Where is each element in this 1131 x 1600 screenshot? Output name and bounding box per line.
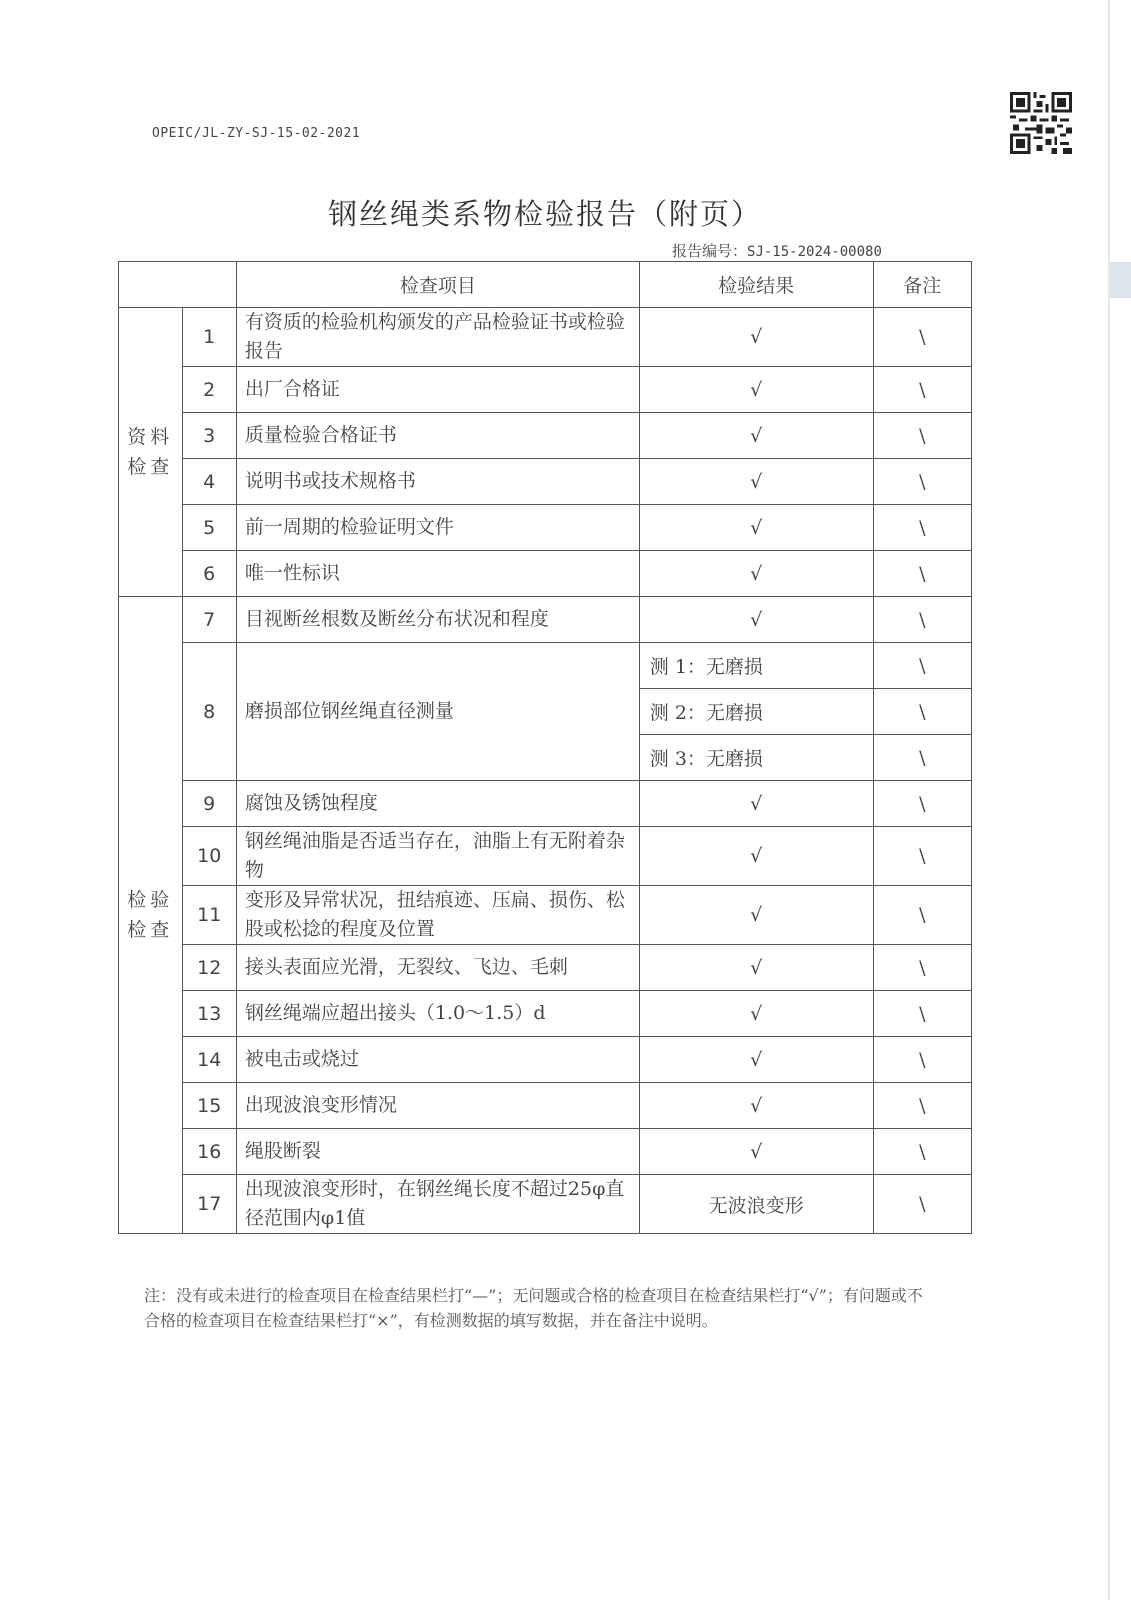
sub-remark: \ [873,689,971,735]
row-result: √ [639,827,873,886]
table-row [119,1175,972,1234]
row-number: 15 [182,1083,236,1129]
inspection-table [118,261,972,1234]
row-item: 前一周期的检验证明文件 [236,505,639,551]
row-remark: \ [873,945,971,991]
row-number: 4 [182,459,236,505]
table-row [119,308,972,367]
row-remark: \ [873,308,971,367]
table-row [119,1083,972,1129]
row-item: 出现波浪变形情况 [236,1083,639,1129]
row-number: 11 [182,886,236,945]
row-item: 接头表面应光滑，无裂纹、飞边、毛刺 [236,945,639,991]
row-remark: \ [873,991,971,1037]
table-row [119,597,972,643]
table-row [119,827,972,886]
row-result: √ [639,308,873,367]
report-number-value: SJ-15-2024-00080 [747,244,882,260]
sub-result: 测 2：无磨损 [639,689,873,735]
sub-remark: \ [873,643,971,689]
row-remark: \ [873,781,971,827]
table-row [119,643,972,689]
table-row [119,413,972,459]
table-row [119,459,972,505]
row-remark: \ [873,1129,971,1175]
header-remark: 备注 [873,262,971,308]
row-number: 14 [182,1037,236,1083]
row-item: 被电击或烧过 [236,1037,639,1083]
row-remark: \ [873,505,971,551]
scan-edge-mark [1110,262,1131,298]
row-item: 绳股断裂 [236,1129,639,1175]
row-item: 钢丝绳端应超出接头（1.0～1.5）d [236,991,639,1037]
row-remark: \ [873,597,971,643]
header-result: 检验结果 [639,262,873,308]
row-remark: \ [873,367,971,413]
row-result: 无波浪变形 [639,1175,873,1234]
row-item: 目视断丝根数及断丝分布状况和程度 [236,597,639,643]
row-number: 3 [182,413,236,459]
row-remark: \ [873,551,971,597]
row-number: 7 [182,597,236,643]
row-item: 钢丝绳油脂是否适当存在，油脂上有无附着杂物 [236,827,639,886]
row-item: 腐蚀及锈蚀程度 [236,781,639,827]
row-item: 出厂合格证 [236,367,639,413]
row-number: 10 [182,827,236,886]
row-item: 变形及异常状况，扭结痕迹、压扁、损伤、松股或松捻的程度及位置 [236,886,639,945]
table-row [119,945,972,991]
document-code: OPEIC/JL-ZY-SJ-15-02-2021 [152,126,361,141]
row-result: √ [639,505,873,551]
row-number: 8 [182,643,236,781]
row-result: √ [639,991,873,1037]
qr-code-icon [1010,92,1072,154]
table-row [119,781,972,827]
row-number: 17 [182,1175,236,1234]
row-item: 说明书或技术规格书 [236,459,639,505]
row-result: √ [639,1083,873,1129]
category-inspect [119,597,183,1234]
footnote: 注：没有或未进行的检查项目在检查结果栏打“—”；无问题或合格的检查项目在检查结果栏打“√”；有问题或不合格的检查项目在检查结果栏打“×”，有检测数据的填写数据，并在备注中说明。 [144,1286,923,1330]
row-number: 9 [182,781,236,827]
row-number: 16 [182,1129,236,1175]
page-edge [1108,0,1110,1600]
row-item: 出现波浪变形时，在钢丝绳长度不超过25φ直径范围内φ1值 [236,1175,639,1234]
row-number: 2 [182,367,236,413]
row-number: 13 [182,991,236,1037]
row-result: √ [639,459,873,505]
row-item: 磨损部位钢丝绳直径测量 [236,643,639,781]
sub-result: 测 3：无磨损 [639,735,873,781]
table-row [119,551,972,597]
row-remark: \ [873,413,971,459]
report-number-label: 报告编号： [672,242,748,260]
table-row [119,1037,972,1083]
table-row [119,505,972,551]
row-result: √ [639,551,873,597]
category-docs [119,308,183,597]
row-result: √ [639,597,873,643]
sub-remark: \ [873,735,971,781]
row-item: 唯一性标识 [236,551,639,597]
table-row [119,991,972,1037]
row-remark: \ [873,459,971,505]
row-result: √ [639,413,873,459]
row-remark: \ [873,1083,971,1129]
row-result: √ [639,945,873,991]
row-result: √ [639,1037,873,1083]
page-title: 钢丝绳类系物检验报告（附页） [327,197,762,231]
row-remark: \ [873,827,971,886]
row-number: 1 [182,308,236,367]
header-item: 检查项目 [236,262,639,308]
category-docs-text: 资料检查 [127,426,174,478]
row-number: 6 [182,551,236,597]
header-blank [119,262,237,308]
row-item: 有资质的检验机构颁发的产品检验证书或检验报告 [236,308,639,367]
row-remark: \ [873,1037,971,1083]
row-number: 12 [182,945,236,991]
row-remark: \ [873,886,971,945]
row-result: √ [639,367,873,413]
row-result: √ [639,781,873,827]
table-row [119,886,972,945]
row-item: 质量检验合格证书 [236,413,639,459]
sub-result: 测 1：无磨损 [639,643,873,689]
table-row [119,1129,972,1175]
row-remark: \ [873,1175,971,1234]
table-header-row [119,262,972,308]
row-result: √ [639,1129,873,1175]
report-number [672,240,882,261]
row-result: √ [639,886,873,945]
table-row [119,367,972,413]
category-inspect-text: 检验检查 [127,889,174,941]
row-number: 5 [182,505,236,551]
